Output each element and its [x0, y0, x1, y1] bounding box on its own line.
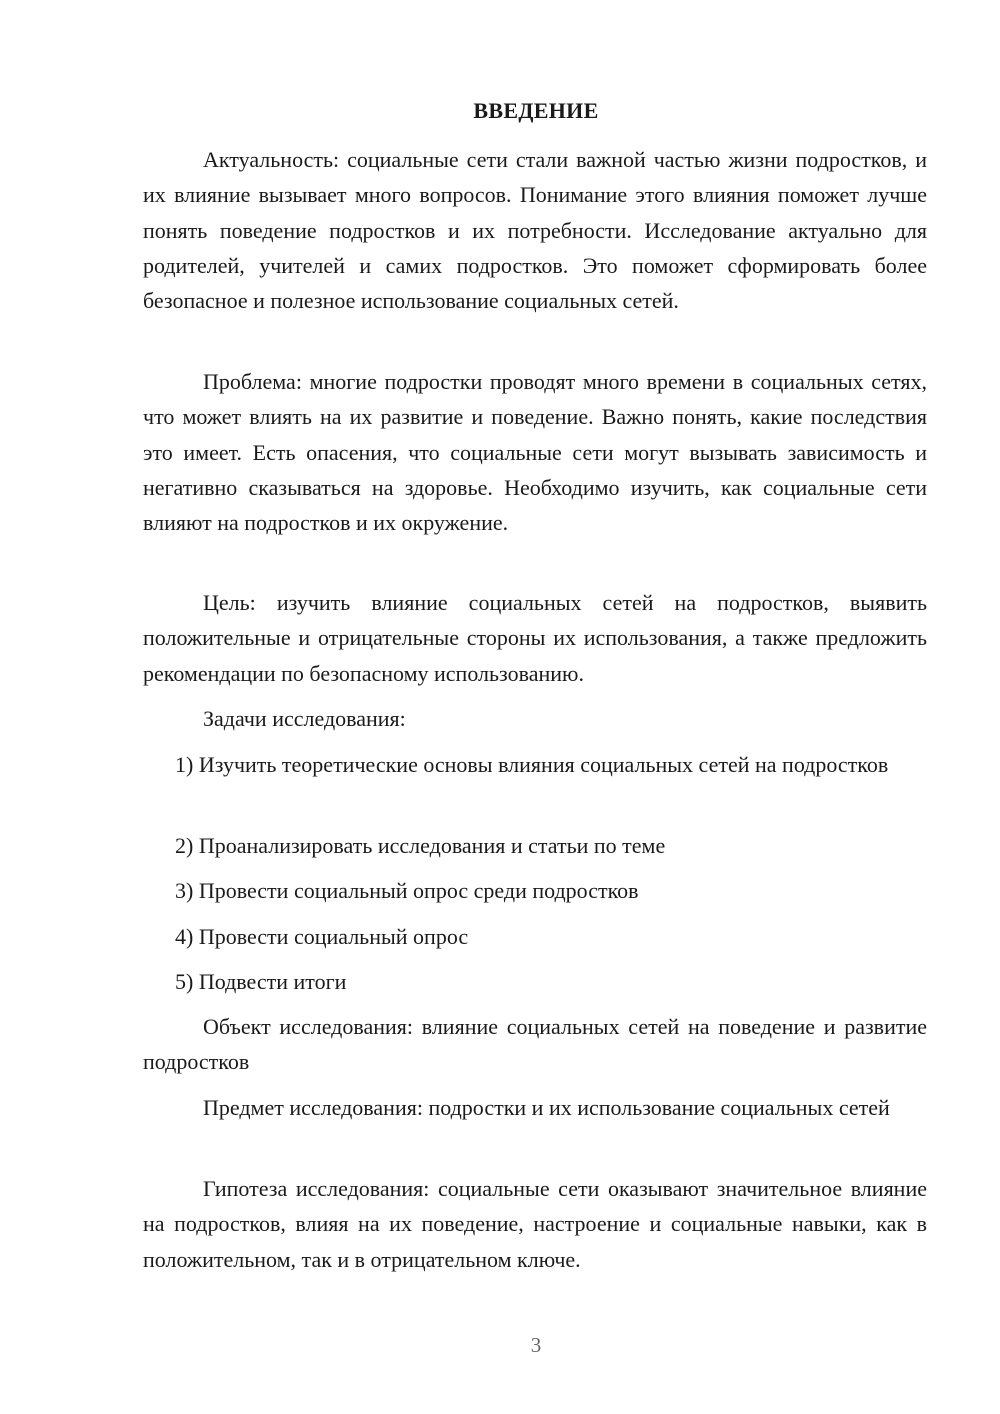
task-item-4: 4) Провести социальный опрос — [175, 924, 469, 949]
section-heading: ВВЕДЕНИЕ — [473, 98, 599, 123]
relevance-paragraph: Актуальность: социальные сети стали важной частью жизни подростков, и их влияние вызывает много вопросов. Понимание этого влияния поможет лучше понять поведение подростков и их потребности. Исследование актуально для родителей, учителей и самих подростков. Это поможет сформировать более безопасное и полезное использование социальных сетей. — [143, 147, 927, 314]
object-paragraph: Объект исследования: влияние социальных сетей на поведение и развитие подростков — [143, 1014, 927, 1075]
task-item-3: 3) Провести социальный опрос среди подростков — [175, 878, 639, 903]
task-item-2: 2) Проанализировать исследования и статьи по теме — [175, 833, 666, 858]
task-item-5: 5) Подвести итоги — [175, 969, 347, 994]
page-number: 3 — [530, 1333, 542, 1357]
goal-paragraph: Цель: изучить влияние социальных сетей на подростков, выявить положительные и отрицательные стороны их использования, а также предложить рекомендации по безопасному использованию. — [143, 590, 927, 686]
problem-paragraph: Проблема: многие подростки проводят много времени в социальных сетях, что может влиять на их развитие и поведение. Важно понять, какие последствия это имеет. Есть опасения, что социальные сети могут вызывать зависимость и негативно сказываться на здоровье. Необходимо изучить, как социальные сети влияют на подростков и их окружение. — [143, 369, 927, 536]
task-item-1: 1) Изучить теоретические основы влияния социальных сетей на подростков — [175, 752, 889, 777]
tasks-heading: Задачи исследования: — [203, 706, 406, 731]
hypothesis-paragraph: Гипотеза исследования: социальные сети оказывают значительное влияние на подростков, влияя на их поведение, настроение и социальные навыки, как в положительном, так и в отрицательном ключе. — [143, 1176, 927, 1272]
subject-paragraph: Предмет исследования: подростки и их использование социальных сетей — [203, 1095, 890, 1120]
